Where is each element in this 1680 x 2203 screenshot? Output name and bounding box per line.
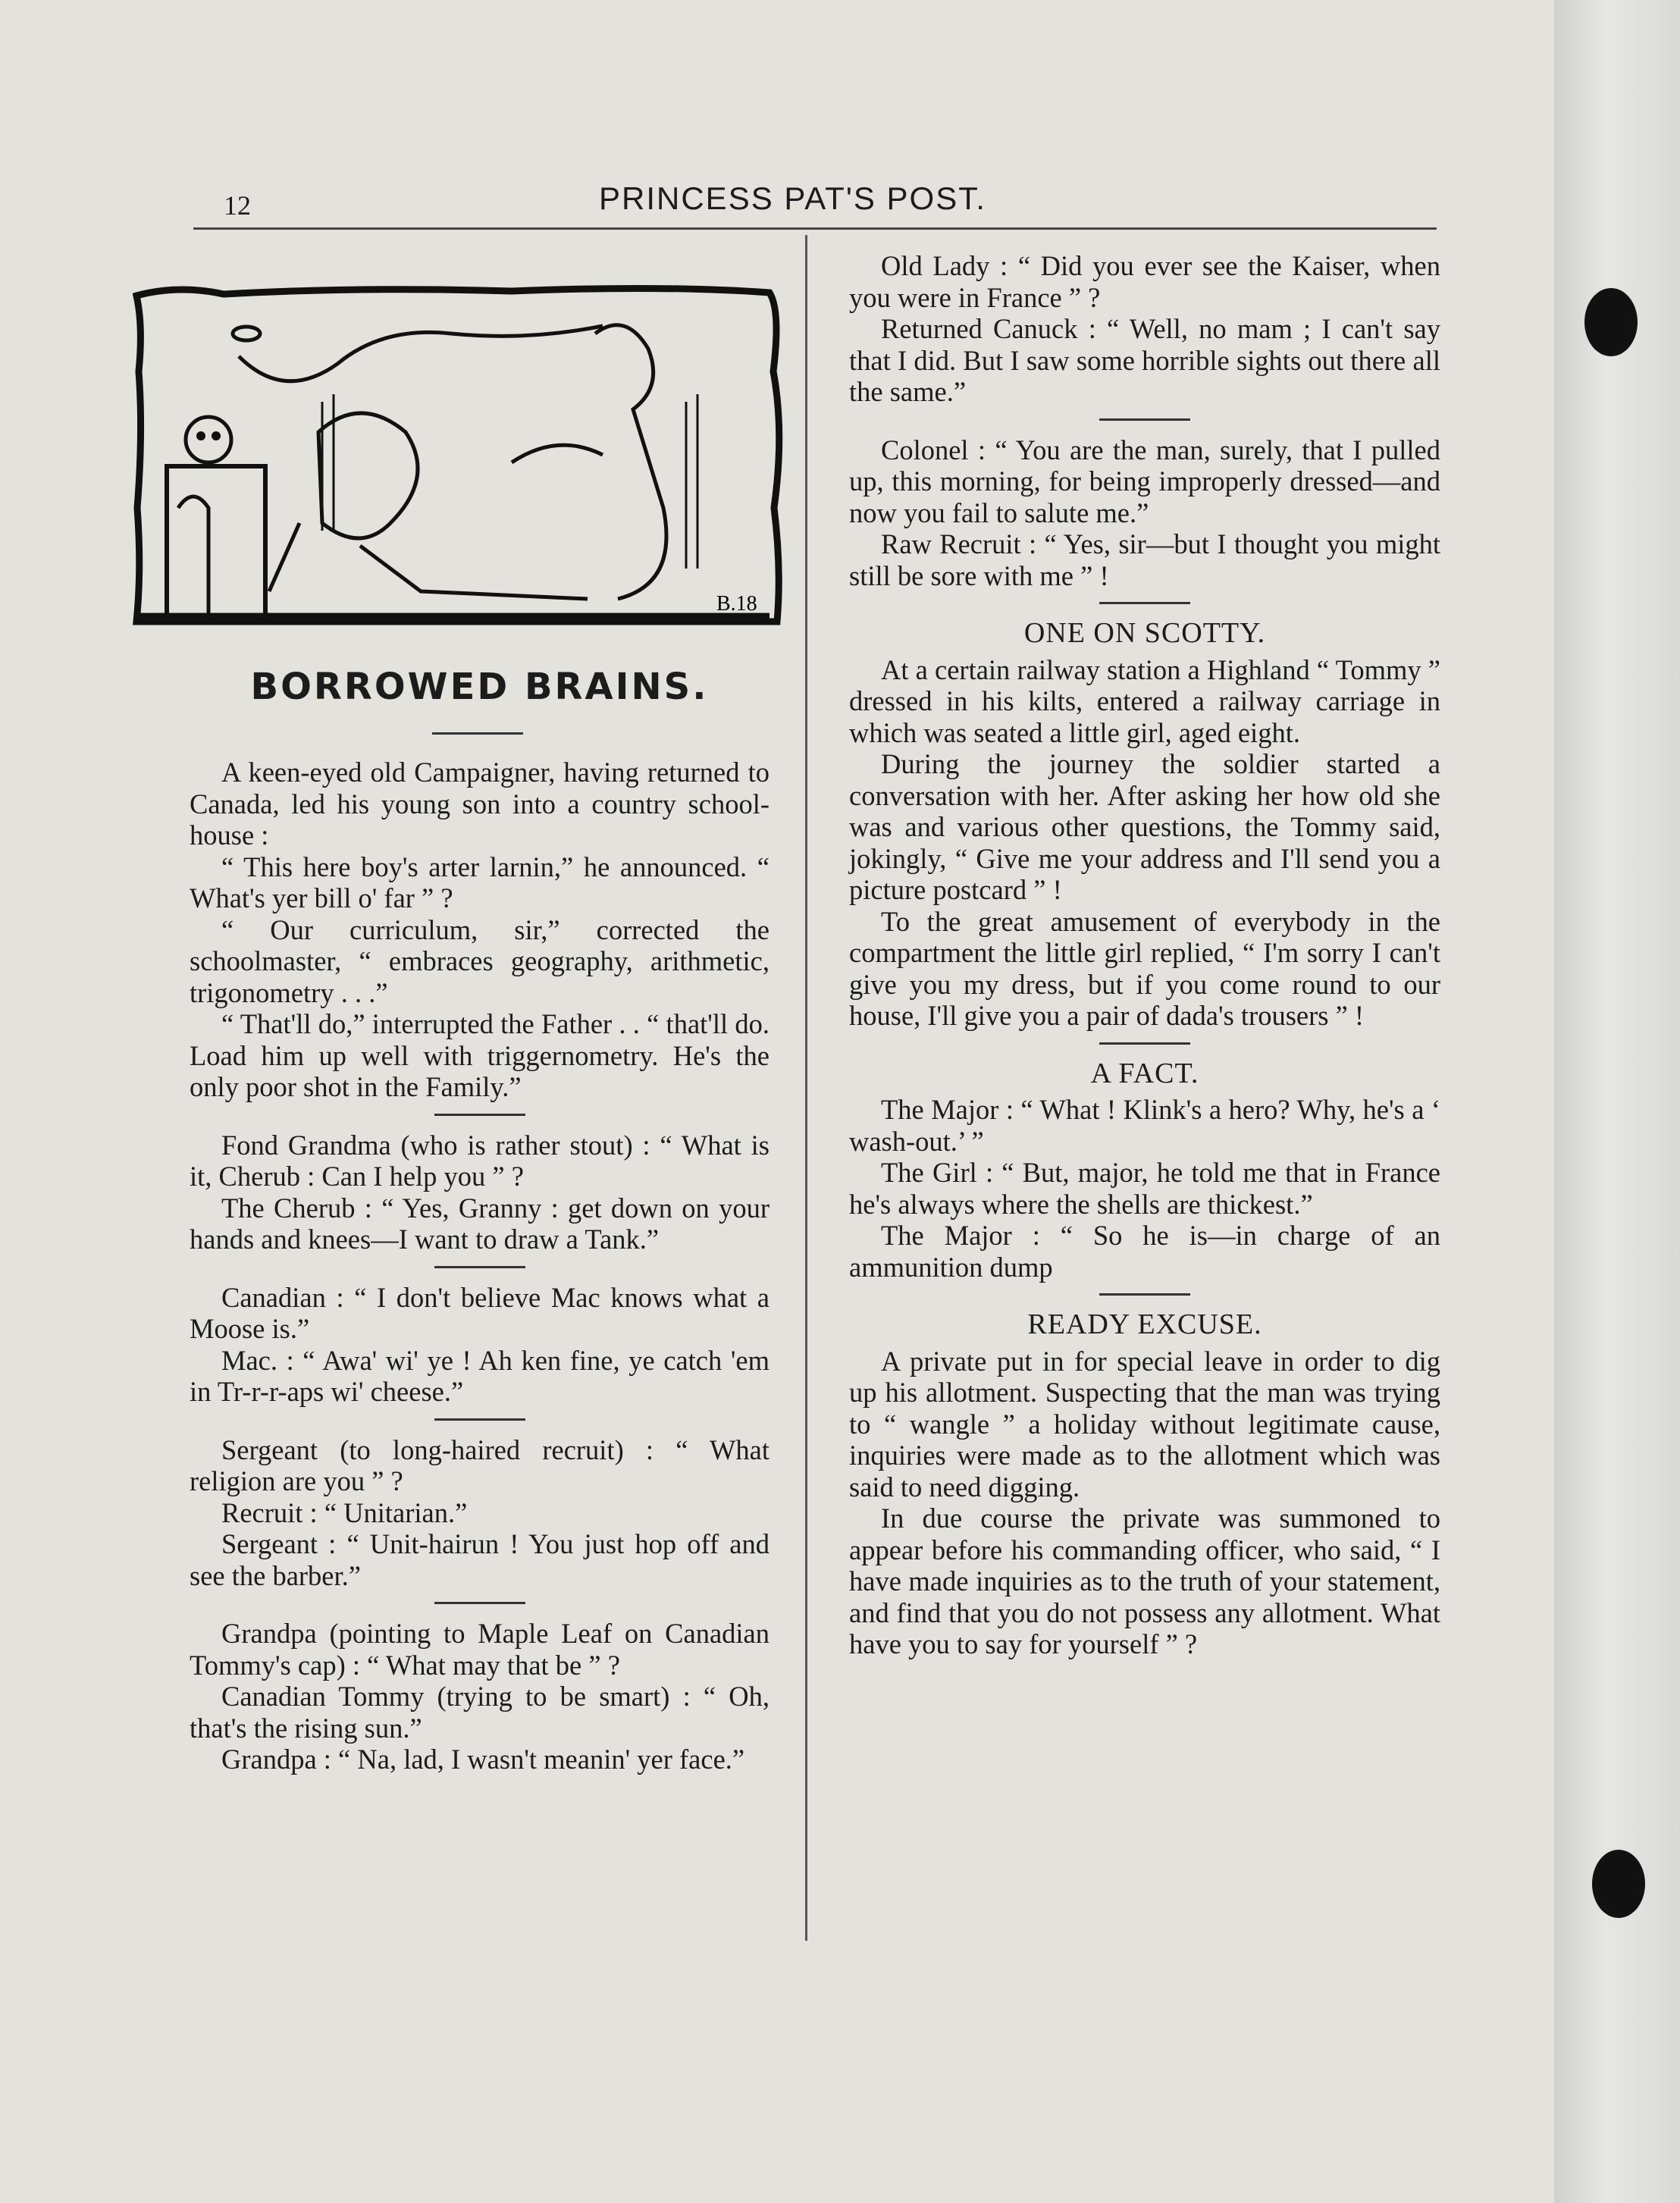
paragraph: Mac. : “ Awa' wi' ye ! Ah ken fine, ye catch 'em in Tr-r-r-aps wi' cheese.” xyxy=(190,1344,769,1407)
paragraph: Grandpa : “ Na, lad, I wasn't meanin' yer face.” xyxy=(221,1744,745,1775)
paragraph: In due course the private was summoned to appear before his commanding officer, who said, “ I have made inquiries as to the truth of your statement, and find that you do not possess any allotment. What have you to say for yourself ” ? xyxy=(849,1503,1440,1659)
paragraph: Canadian : “ I don't believe Mac knows what a Moose is.” xyxy=(190,1281,769,1344)
divider xyxy=(434,1266,525,1268)
paragraph: Canadian Tommy (trying to be smart) : “ Oh, that's the rising sun.” xyxy=(190,1681,769,1744)
divider xyxy=(432,732,523,735)
section-heading: ONE ON SCOTTY. xyxy=(1023,617,1266,649)
page-number: 12 xyxy=(224,190,251,221)
paragraph: A private put in for special leave in order to dig up his allotment. Suspecting that the man was trying to “ wangle ” a holiday without legitimate cause, inquiries were made as to the allotment which was said to need digging. xyxy=(849,1345,1440,1503)
divider xyxy=(434,1418,525,1421)
paragraph: Fond Grandma (who is rather stout) : “ What is it, Cherub : Can I help you ” ? xyxy=(190,1129,769,1192)
cartoon-illustration xyxy=(133,280,788,629)
paragraph: “ That'll do,” interrupted the Father . . “ that'll do. Load him up well with triggernometry. He's the only poor shot in the Family.” xyxy=(190,1008,769,1102)
divider xyxy=(1099,418,1190,421)
paragraph: To the great amusement of everybody in the compartment the little girl replied, “ I'm sorry I can't give you my dress, but if you come round to our house, I'll give you a pair of dada's trousers ” ! xyxy=(849,905,1440,1031)
divider xyxy=(1099,602,1190,604)
divider xyxy=(1099,1293,1190,1296)
paragraph: “ Our curriculum, sir,” corrected the schoolmaster, “ embraces geography, arithmetic, trigonometry . . .” xyxy=(190,913,769,1008)
paragraph: A keen-eyed old Campaigner, having returned to Canada, led his young son into a country school-house : xyxy=(190,757,769,851)
paragraph: The Cherub : “ Yes, Granny : get down on your hands and knees—I want to draw a Tank.” xyxy=(190,1192,769,1255)
paragraph: Sergeant : “ Unit-hairun ! You just hop off and see the barber.” xyxy=(190,1528,769,1591)
paragraph: Sergeant (to long-haired recruit) : “ What religion are you ” ? xyxy=(190,1434,769,1496)
paragraph: Recruit : “ Unitarian.” xyxy=(221,1496,468,1528)
article-headline: BORROWED BRAINS. xyxy=(250,666,709,708)
paragraph: The Major : “ What ! Klink's a hero? Why, he's a ‘ wash-out.’ ” xyxy=(849,1094,1440,1157)
paragraph: Returned Canuck : “ Well, no mam ; I can't say that I did. But I saw some horrible sights out there all the same.” xyxy=(849,313,1440,407)
paragraph: Grandpa (pointing to Maple Leaf on Canadian Tommy's cap) : “ What may that be ” ? xyxy=(190,1618,769,1681)
divider xyxy=(434,1114,525,1116)
paragraph: Raw Recruit : “ Yes, sir—but I thought you might still be sore with me ” ! xyxy=(849,528,1440,591)
divider xyxy=(1099,1042,1190,1045)
right-column xyxy=(849,250,1440,1660)
paragraph: During the journey the soldier started a conversation with her. After asking her how old she was and various other questions, the Tommy said, jokingly, “ Give me your address and I'll send you a picture postcard ” ! xyxy=(849,748,1440,905)
publication-title: PRINCESS PAT'S POST. xyxy=(599,180,986,216)
section-heading: READY EXCUSE. xyxy=(1027,1308,1262,1340)
page-header xyxy=(193,174,1437,230)
paragraph: The Girl : “ But, major, he told me that in France he's always where the shells are thickest.” xyxy=(849,1157,1440,1220)
binding-hole xyxy=(1592,1850,1645,1918)
paragraph: At a certain railway station a Highland “ Tommy ” dressed in his kilts, entered a railway carriage in which was seated a little girl, aged eight. xyxy=(849,653,1440,748)
binding-hole xyxy=(1584,288,1638,356)
column-divider xyxy=(805,235,807,1941)
artist-signature: B.18 xyxy=(716,592,757,616)
left-column xyxy=(190,757,769,1775)
paragraph: The Major : “ So he is—in charge of an ammunition dump xyxy=(849,1220,1440,1283)
section-heading: A FACT. xyxy=(1090,1057,1199,1089)
paragraph: “ This here boy's arter larnin,” he announced. “ What's yer bill o' far ” ? xyxy=(190,851,769,913)
divider xyxy=(434,1602,525,1604)
paragraph: Old Lady : “ Did you ever see the Kaiser, when you were in France ” ? xyxy=(849,250,1440,313)
paragraph: Colonel : “ You are the man, surely, that I pulled up, this morning, for being improperly dressed—and now you fail to salute me.” xyxy=(849,434,1440,528)
